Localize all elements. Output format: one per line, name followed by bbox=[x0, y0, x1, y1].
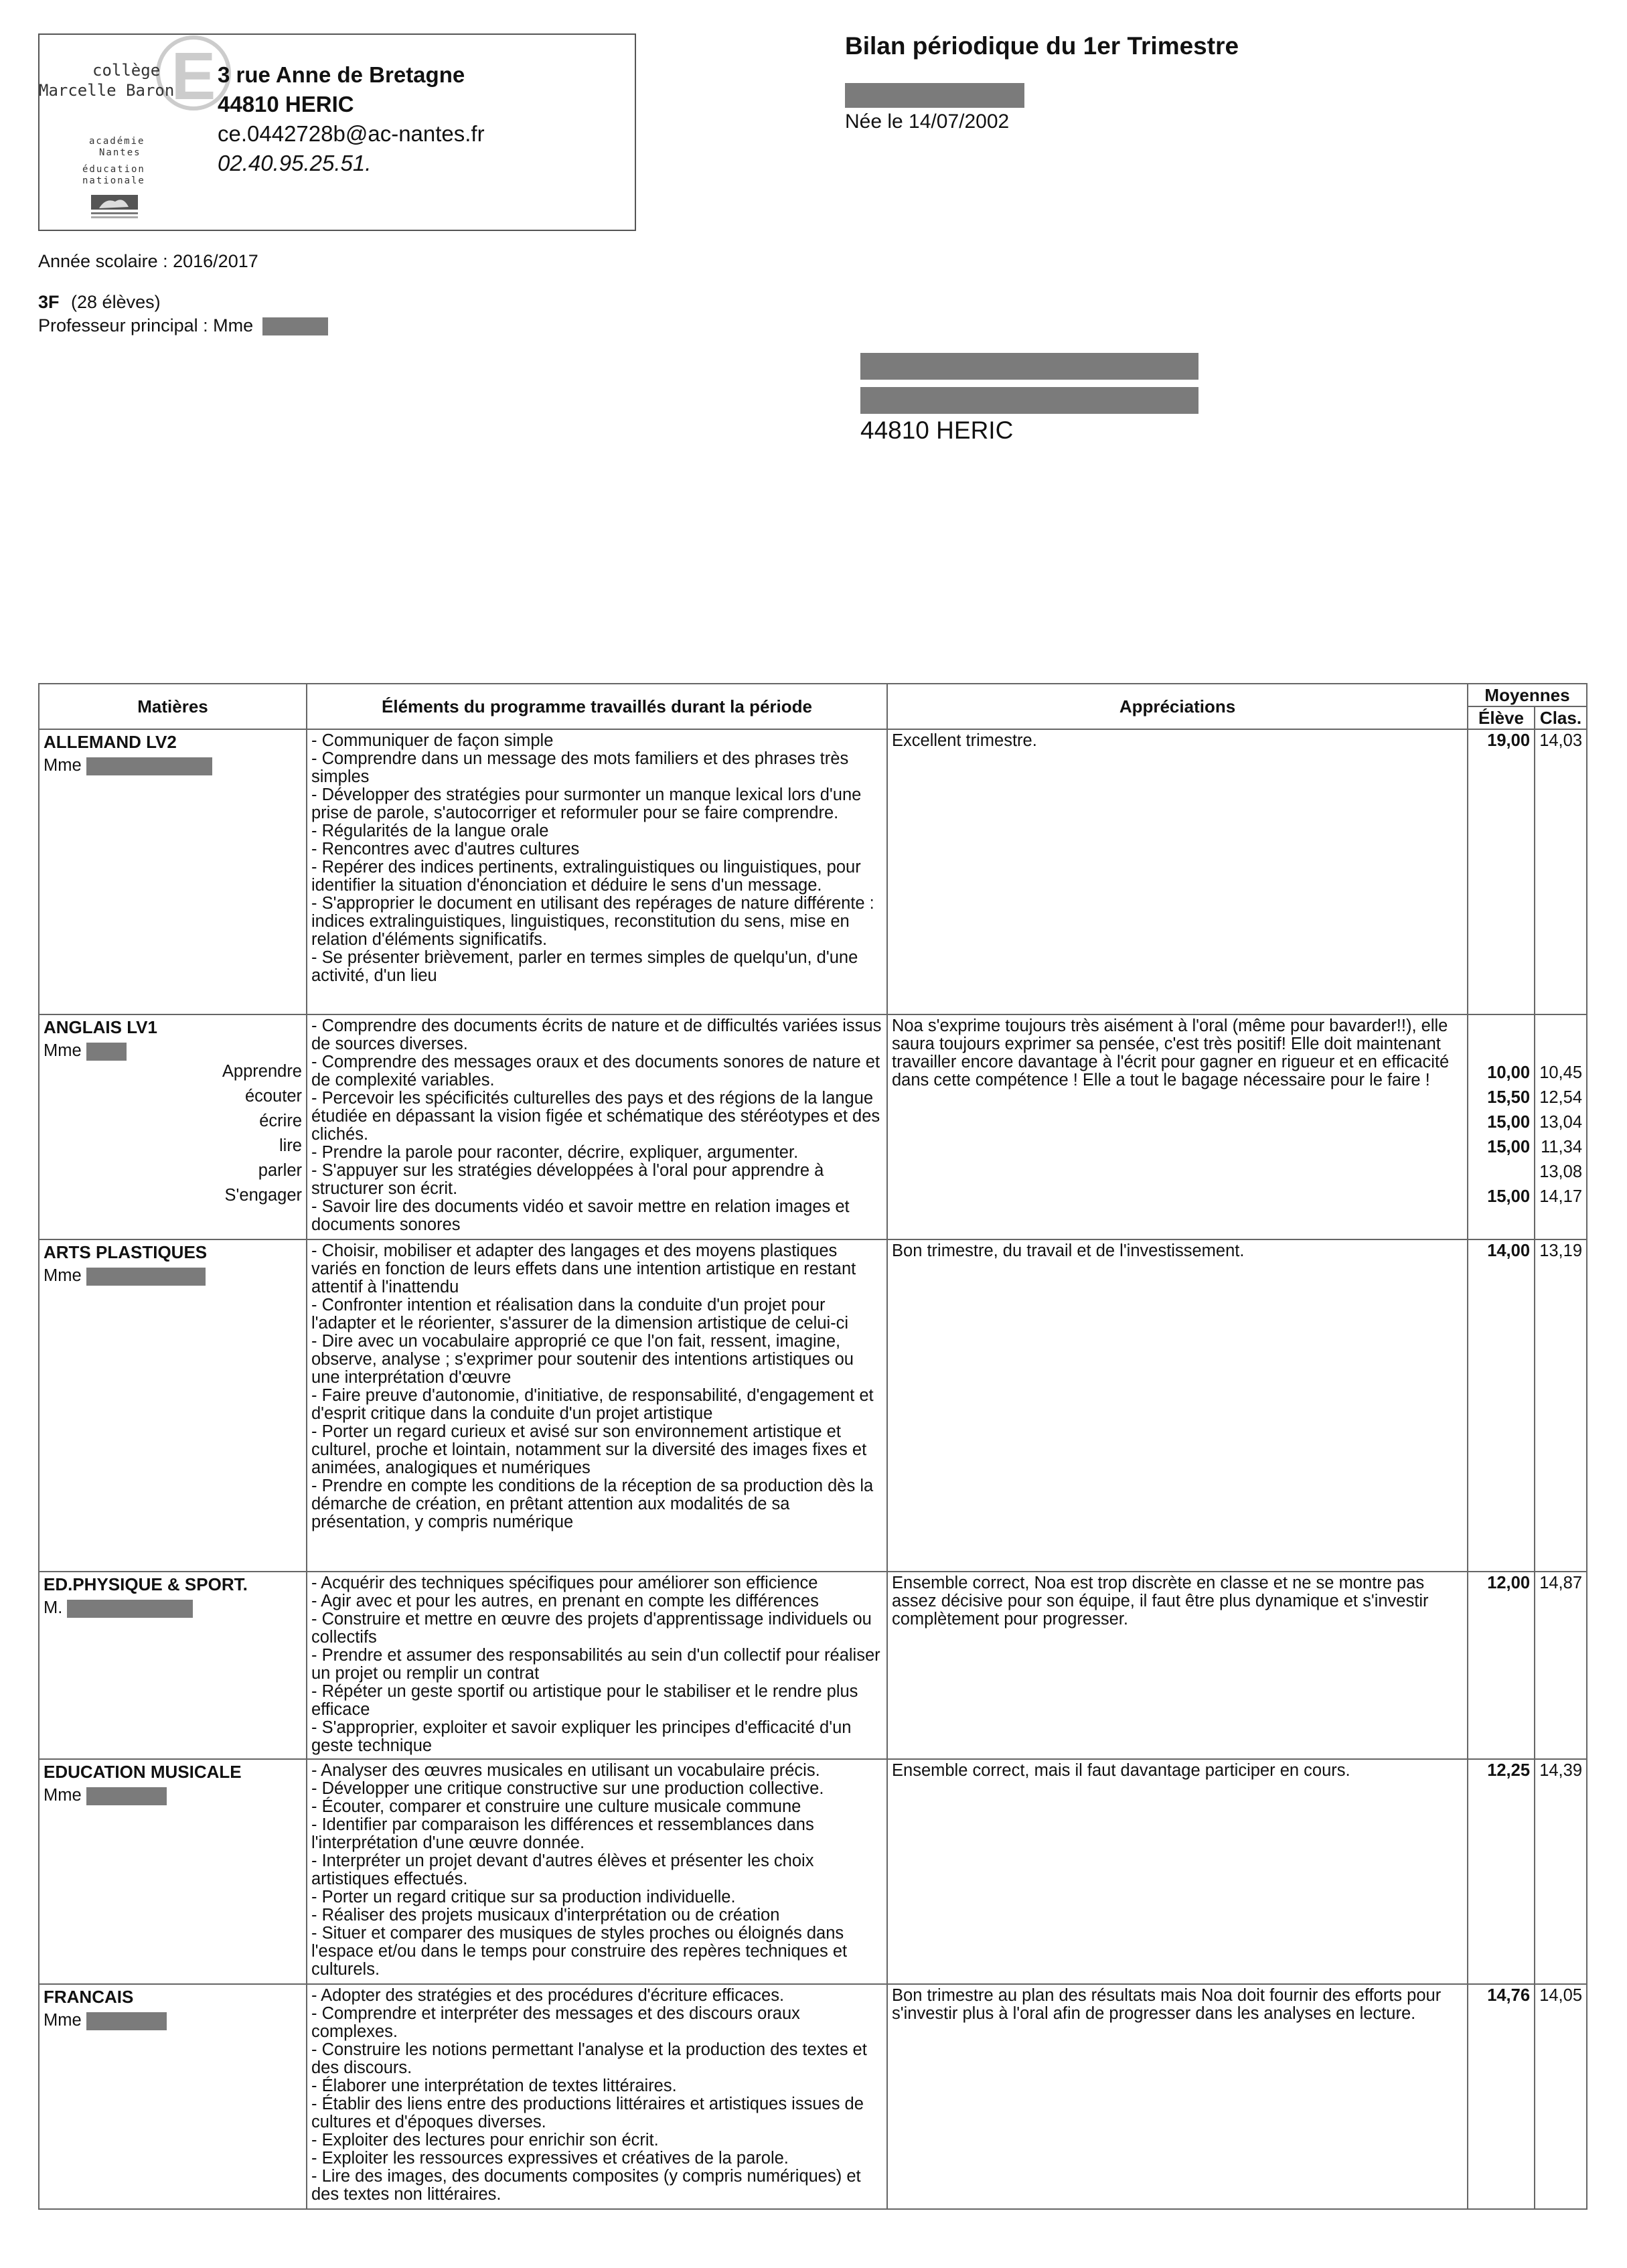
skill-class-avg: 12,54 bbox=[1539, 1088, 1582, 1107]
class-avg: 14,05 bbox=[1535, 1984, 1587, 2209]
table-row bbox=[39, 1759, 1587, 1984]
table-row bbox=[39, 1572, 1587, 1759]
teacher bbox=[44, 2012, 302, 2030]
class-avg-column bbox=[1535, 1014, 1587, 1239]
header-appreciations: Appréciations bbox=[887, 684, 1468, 729]
logo-e-emblem-icon: E bbox=[156, 35, 231, 110]
appreciation-cell: Bon trimestre au plan des résultats mais Noa doit fournir des efforts pour s'investir plus à l'oral afin de progresser dans les analyses en lecture. bbox=[887, 1984, 1468, 2209]
redacted-head-teacher bbox=[262, 317, 328, 335]
teacher-title: M. bbox=[44, 1598, 63, 1617]
table-row bbox=[39, 1014, 1587, 1239]
head-teacher-label: Professeur principal : Mme bbox=[38, 315, 254, 335]
redacted-teacher bbox=[86, 1043, 127, 1061]
skill-class-avg: 10,45 bbox=[1539, 1063, 1582, 1082]
logo-text-nantes: Nantes bbox=[99, 147, 141, 158]
logo-text-name: Marcelle Baron bbox=[39, 81, 175, 100]
redacted-teacher bbox=[86, 757, 212, 775]
redacted-teacher bbox=[86, 1787, 167, 1805]
skill-class-avg: 13,08 bbox=[1539, 1162, 1582, 1181]
skill-label: Apprendre bbox=[222, 1061, 302, 1081]
header-elements: Éléments du programme travaillés durant la période bbox=[307, 684, 887, 729]
table-row bbox=[39, 1239, 1587, 1572]
logo-text-college: collège bbox=[92, 61, 161, 80]
head-teacher-line bbox=[38, 315, 328, 336]
school-street: 3 rue Anne de Bretagne bbox=[218, 62, 465, 87]
class-avg: 14,03 bbox=[1535, 729, 1587, 1014]
student-avg-column bbox=[1468, 1014, 1535, 1239]
student-avg: 14,76 bbox=[1468, 1984, 1535, 2209]
skill-student-avg: 10,00 bbox=[1487, 1063, 1530, 1082]
skill-label: lire bbox=[279, 1136, 302, 1155]
teacher-title: Mme bbox=[44, 756, 82, 775]
school-logo bbox=[39, 17, 216, 211]
header-subjects: Matières bbox=[39, 684, 307, 729]
skill-student-avg: 15,50 bbox=[1487, 1088, 1530, 1107]
student-avg: 19,00 bbox=[1468, 729, 1535, 1014]
subject-name: FRANCAIS bbox=[44, 1987, 134, 2007]
header-averages: Moyennes bbox=[1468, 684, 1587, 706]
redacted-teacher bbox=[67, 1600, 193, 1618]
school-city: 44810 HERIC bbox=[218, 92, 354, 117]
subject-cell bbox=[39, 1759, 307, 1984]
teacher bbox=[44, 1599, 302, 1618]
student-avg: 12,25 bbox=[1468, 1759, 1535, 1984]
header-class-avg: Clas. bbox=[1535, 706, 1587, 729]
teacher-title: Mme bbox=[44, 1266, 82, 1285]
skill-label: écrire bbox=[259, 1111, 302, 1130]
subject-cell bbox=[39, 1239, 307, 1572]
header-student-avg: Élève bbox=[1468, 706, 1535, 729]
appreciation-cell: Noa s'exprime toujours très aisément à l'oral (même pour bavarder!!), elle saura toujours exprimer sa pensée, c'est très positif! Elle doit maintenant travailler encore davantage à l'écrit pour gagner en rigueur et en efficacité dans cette compétence ! Elle a tout le bagage nécessaire pour le faire ! bbox=[887, 1014, 1468, 1239]
school-address bbox=[218, 60, 485, 178]
teacher bbox=[44, 1042, 302, 1061]
teacher bbox=[44, 1787, 302, 1805]
subject-name: ALLEMAND LV2 bbox=[44, 732, 177, 752]
redacted-student-name bbox=[845, 83, 1024, 108]
teacher bbox=[44, 1267, 302, 1286]
teacher-title: Mme bbox=[44, 1786, 82, 1805]
elements-cell: - Adopter des stratégies et des procédures d'écriture efficaces. - Comprendre et interpréter des messages et des discours oraux complexes. - Construire les notions permettant l'analyse et la production des textes et des discours. - Élaborer une interprétation de textes littéraires. - Établir des liens entre des productions littéraires et artistiques issues de cultures et d'époques diverses. - Exploiter des lectures pour enrichir son écrit. - Exploiter les ressources expressives et créatives de la parole. - Lire des images, des documents composites (y compris numériques) et des textes non littéraires. bbox=[307, 1984, 887, 2209]
logo-text-education: éducation bbox=[82, 164, 145, 175]
teacher-title: Mme bbox=[44, 1041, 82, 1060]
class-name: 3F bbox=[38, 292, 60, 312]
marianne-logo-icon bbox=[86, 192, 146, 223]
redacted-recipient-line-2 bbox=[860, 387, 1198, 414]
appreciation-cell: Bon trimestre, du travail et de l'investissement. bbox=[887, 1239, 1468, 1572]
grades-table bbox=[38, 683, 1587, 2210]
class-avg: 13,19 bbox=[1535, 1239, 1587, 1572]
skill-student-avg: 15,00 bbox=[1487, 1138, 1530, 1156]
subject-name: ARTS PLASTIQUES bbox=[44, 1242, 208, 1262]
skill-label: parler bbox=[258, 1160, 302, 1180]
class-count: (28 élèves) bbox=[71, 292, 161, 312]
elements-cell: - Comprendre des documents écrits de nature et de difficultés variées issus de sources diverses. - Comprendre des messages oraux et des documents sonores de nature et de complexité variables. - Percevoir les spécificités culturelles des pays et des régions de la langue étudiée en dépassant la vision figée et schématique des stéréotypes et des clichés. - Prendre la parole pour raconter, décrire, expliquer, argumenter. - S'appuyer sur les stratégies développées à l'oral pour apprendre à structurer son écrit. - Savoir lire des documents vidéo et savoir mettre en relation images et documents sonores bbox=[307, 1014, 887, 1239]
class-line bbox=[38, 292, 161, 313]
skill-label: S'engager bbox=[224, 1185, 302, 1205]
school-phone: 02.40.95.25.51. bbox=[218, 151, 372, 175]
table-row bbox=[39, 1984, 1587, 2209]
elements-cell: - Analyser des œuvres musicales en utilisant un vocabulaire précis. - Développer une critique constructive sur une production collective. - Écouter, comparer et construire une culture musicale commune - Identifier par comparaison les différences et ressemblances dans l'interprétation d'une œuvre donnée. - Interpréter un projet devant d'autres élèves et présenter les choix artistiques effectués. - Porter un regard critique sur sa production individuelle. - Réaliser des projets musicaux d'interprétation ou de création - Situer et comparer des musiques de styles proches ou éloignés dans l'espace et/ou dans le temps pour construire des repères techniques et culturels. bbox=[307, 1759, 887, 1984]
subject-name: ANGLAIS LV1 bbox=[44, 1017, 157, 1037]
appreciation-cell: Ensemble correct, mais il faut davantage participer en cours. bbox=[887, 1759, 1468, 1984]
student-avg: 14,00 bbox=[1468, 1239, 1535, 1572]
skill-student-avg: 15,00 bbox=[1487, 1113, 1530, 1132]
skill-class-avg: 14,17 bbox=[1539, 1187, 1582, 1206]
recipient-city: 44810 HERIC bbox=[860, 417, 1014, 444]
class-avg: 14,87 bbox=[1535, 1572, 1587, 1759]
redacted-recipient-line-1 bbox=[860, 353, 1198, 380]
logo-text-academie: académie bbox=[89, 136, 145, 147]
skill-label: écouter bbox=[244, 1086, 302, 1106]
redacted-teacher bbox=[86, 2012, 167, 2030]
table-row bbox=[39, 729, 1587, 1014]
skill-class-avg: 11,34 bbox=[1541, 1138, 1582, 1156]
subject-cell bbox=[39, 729, 307, 1014]
redacted-teacher bbox=[86, 1268, 206, 1286]
subject-name: EDUCATION MUSICALE bbox=[44, 1762, 242, 1782]
skills-list bbox=[44, 1059, 302, 1208]
elements-cell: - Choisir, mobiliser et adapter des langages et des moyens plastiques variés en fonction de leurs effets dans une intention artistique en restant attentif à l'inattendu - Confronter intention et réalisation dans la conduite d'un projet pour l'adapter et le réorienter, s'assurer de la dimension artistique de celui-ci - Dire avec un vocabulaire approprié ce que l'on fait, ressent, imagine, observe, analyse ; s'exprimer pour soutenir des intentions artistiques ou une interprétation d'œuvre - Faire preuve d'autonomie, d'initiative, de responsabilité, d'engagement et d'esprit critique dans la conduite d'un projet artistique - Porter un regard curieux et avisé sur son environnement artistique et culturel, proche et lointain, notamment sur la diversité des images fixes et animées, analogiques et numériques - Prendre en compte les conditions de la réception de sa production dès la démarche de création, en prêtant attention aux modalités de sa présentation, y compris numérique bbox=[307, 1239, 887, 1572]
skill-student-avg bbox=[1472, 1160, 1530, 1185]
skill-student-avg: 15,00 bbox=[1487, 1187, 1530, 1206]
skill-class-avg: 13,04 bbox=[1539, 1113, 1582, 1132]
school-year: Année scolaire : 2016/2017 bbox=[38, 251, 258, 271]
class-avg: 14,39 bbox=[1535, 1759, 1587, 1984]
elements-cell: - Communiquer de façon simple - Comprendre dans un message des mots familiers et des phrases très simples - Développer des stratégies pour surmonter un manque lexical lors d'une prise de parole, s'autocorriger et reformuler pour se faire comprendre. - Régularités de la langue orale - Rencontres avec d'autres cultures - Repérer des indices pertinents, extralinguistiques ou linguistiques, pour identifier la situation d'énonciation et déduire le sens d'un message. - S'approprier le document en utilisant des repérages de nature différente : indices extralinguistiques, linguistiques, reconstitution du sens, mise en relation d'éléments significatifs. - Se présenter brièvement, parler en termes simples de quelqu'un, d'une activité, d'un lieu bbox=[307, 729, 887, 1014]
subject-cell bbox=[39, 1572, 307, 1759]
subject-name: ED.PHYSIQUE & SPORT. bbox=[44, 1574, 248, 1594]
teacher bbox=[44, 757, 302, 775]
school-email: ce.0442728b@ac-nantes.fr bbox=[218, 121, 485, 146]
report-title: Bilan périodique du 1er Trimestre bbox=[845, 32, 1239, 60]
student-avg: 12,00 bbox=[1468, 1572, 1535, 1759]
subject-cell bbox=[39, 1984, 307, 2209]
appreciation-cell: Ensemble correct, Noa est trop discrète en classe et ne se montre pas assez décisive pour son équipe, il faut être plus dynamique et s'investir complètement pour progresser. bbox=[887, 1572, 1468, 1759]
subject-cell bbox=[39, 1014, 307, 1239]
appreciation-cell: Excellent trimestre. bbox=[887, 729, 1468, 1014]
elements-cell: - Acquérir des techniques spécifiques pour améliorer son efficience - Agir avec et pour les autres, en prenant en compte les différences - Construire et mettre en œuvre des projets d'apprentissage individuels ou collectifs - Prendre et assumer des responsabilités au sein d'un collectif pour réaliser un projet ou remplir un contrat - Répéter un geste sportif ou artistique pour le stabiliser et le rendre plus efficace - S'approprier, exploiter et savoir expliquer les principes d'efficacité d'un geste technique bbox=[307, 1572, 887, 1759]
logo-text-nationale: nationale bbox=[82, 175, 145, 186]
birth-date: Née le 14/07/2002 bbox=[845, 110, 1010, 133]
teacher-title: Mme bbox=[44, 2011, 82, 2030]
